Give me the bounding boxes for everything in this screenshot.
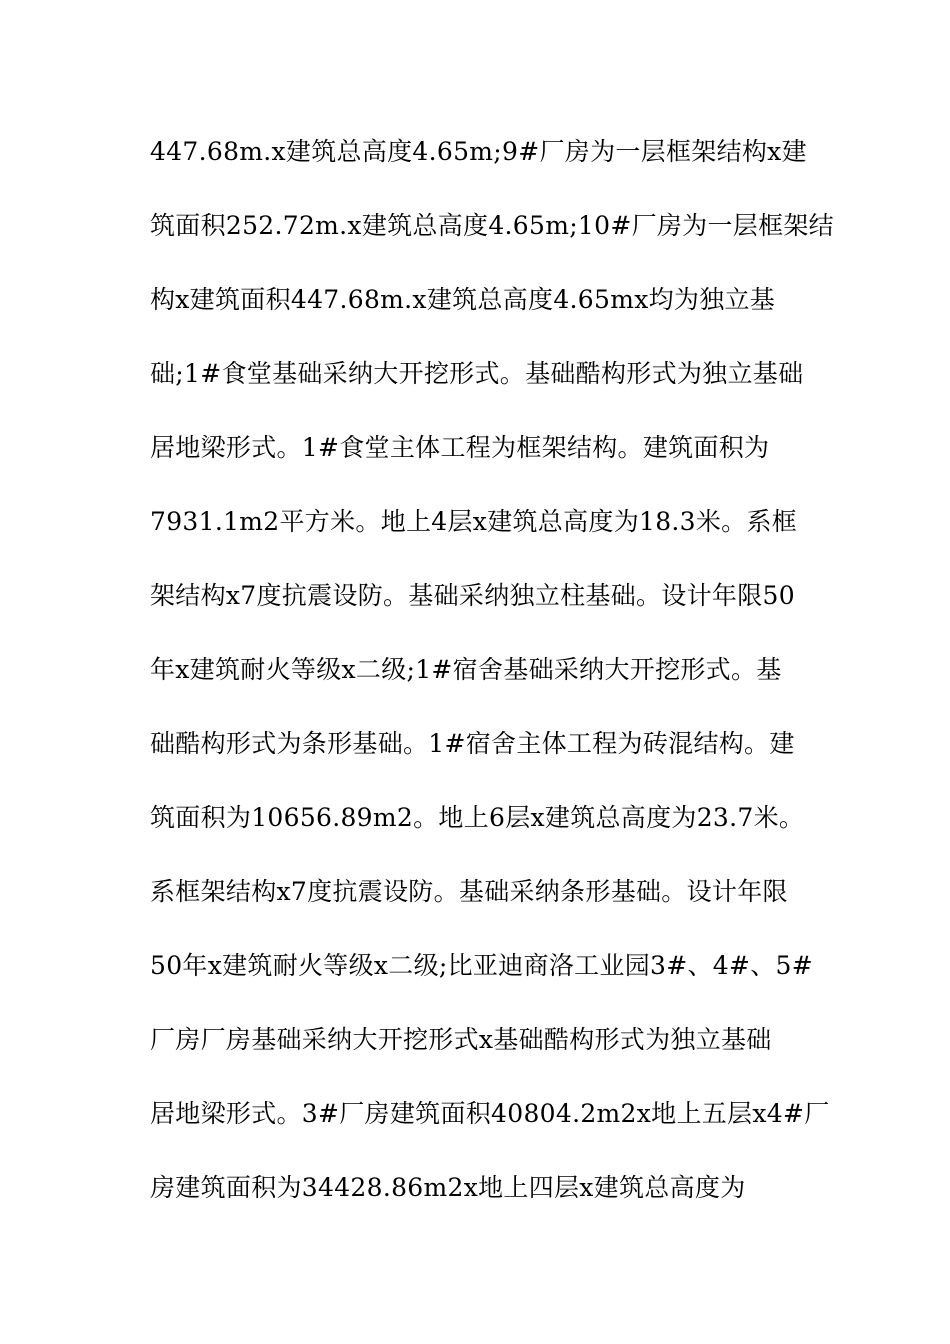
text-line: 居地梁形式。3#厂房建筑面积40804.2m2x地上五层x4#厂 <box>150 1099 830 1128</box>
text-line: 居地梁形式。1#食堂主体工程为框架结构。建筑面积为 <box>150 433 770 462</box>
text-line: 房建筑面积为34428.86m2x地上四层x建筑总高度为 <box>150 1173 746 1202</box>
text-line: 7931.1m2平方米。地上4层x建筑总高度为18.3米。系框 <box>150 507 798 536</box>
body-text <box>150 120 834 1230</box>
text-line: 架结构x7度抗震设防。基础采纳独立柱基础。设计年限50 <box>150 581 795 610</box>
text-line: 50年x建筑耐火等级x二级;比亚迪商洛工业园3#、4#、5# <box>150 951 813 980</box>
text-line: 系框架结构x7度抗震设防。基础采纳条形基础。设计年限 <box>150 877 788 906</box>
text-line: 年x建筑耐火等级x二级;1#宿舍基础采纳大开挖形式。基 <box>150 655 782 684</box>
text-line: 筑面积252.72m.x建筑总高度4.65m;10#厂房为一层框架结 <box>150 211 834 240</box>
text-line: 447.68m.x建筑总高度4.65m;9#厂房为一层框架结构x建 <box>150 137 807 166</box>
text-line: 筑面积为10656.89m2。地上6层x建筑总高度为23.7米。 <box>150 803 805 832</box>
text-line: 厂房厂房基础采纳大开挖形式x基础酷构形式为独立基础 <box>150 1025 772 1054</box>
text-line: 础;1#食堂基础采纳大开挖形式。基础酷构形式为独立基础 <box>150 359 804 388</box>
text-line: 础酷构形式为条形基础。1#宿舍主体工程为砖混结构。建 <box>150 729 795 758</box>
text-line: 构x建筑面积447.68m.x建筑总高度4.65mx均为独立基 <box>150 285 776 314</box>
